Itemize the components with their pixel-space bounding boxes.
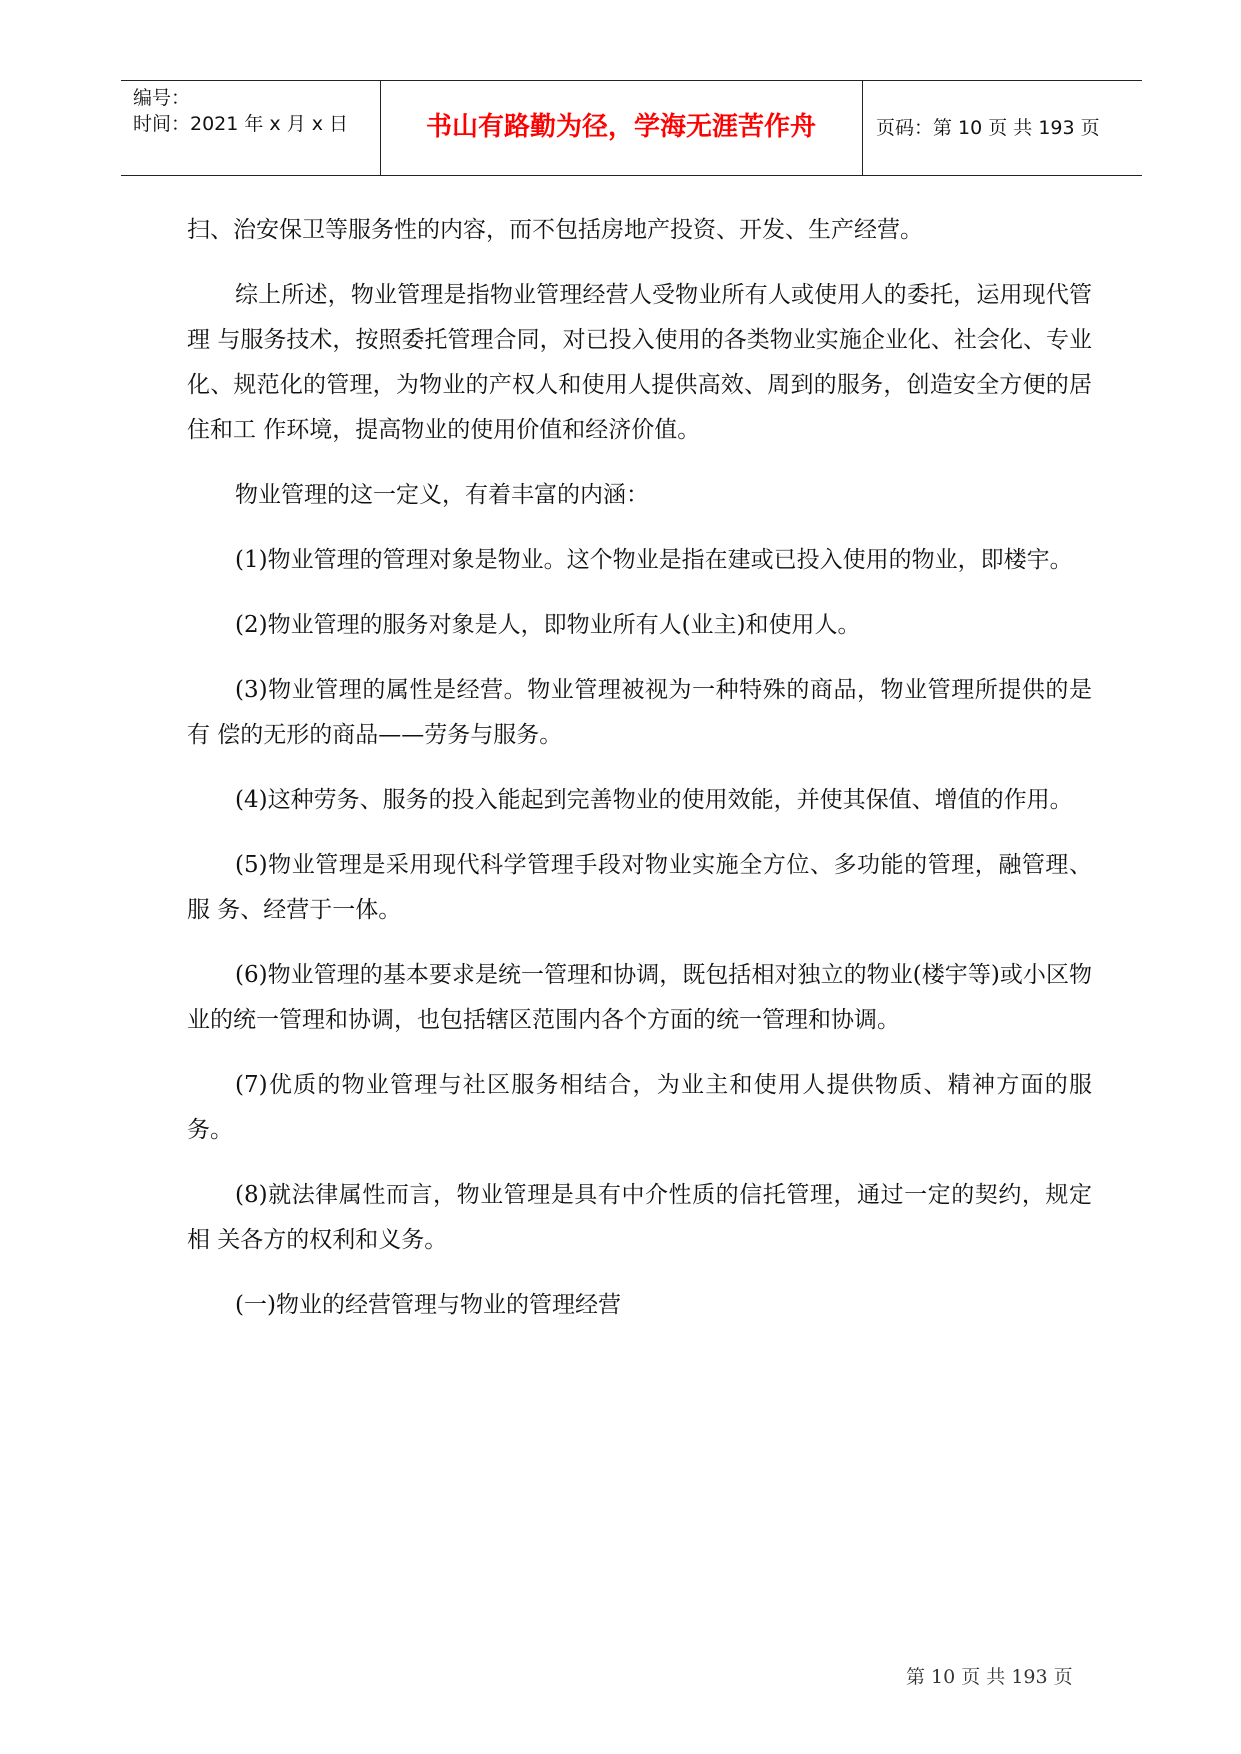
body-paragraph: (8)就法律属性而言，物业管理是具有中介性质的信托管理，通过一定的契约，规定相 关各方的权利和义务。 — [187, 1182, 1092, 1253]
body-paragraph: (5)物业管理是采用现代科学管理手段对物业实施全方位、多功能的管理，融管理、服 务、经营于一体。 — [187, 852, 1092, 923]
body-paragraph: (2)物业管理的服务对象是人，即物业所有人(业主)和使用人。 — [235, 612, 861, 638]
header-motto: 书山有路勤为径，学海无涯苦作舟 — [425, 112, 816, 142]
page-header — [121, 80, 1142, 176]
page-footer: 第 10 页 共 193 页 — [906, 1666, 1073, 1688]
header-divider — [862, 81, 863, 175]
body-paragraph: (7)优质的物业管理与社区服务相结合，为业主和使用人提供物质、精神方面的服务。 — [187, 1072, 1092, 1143]
document-body — [187, 208, 1092, 1348]
document-time-label: 时间：2021 年 x 月 x 日 — [133, 113, 349, 135]
body-paragraph: (6)物业管理的基本要求是统一管理和协调，既包括相对独立的物业(楼宇等)或小区物 业的统一管理和协调，也包括辖区范围内各个方面的统一管理和协调。 — [187, 962, 1092, 1033]
header-meta — [133, 85, 378, 137]
header-page-number: 页码：第 10 页 共 193 页 — [876, 117, 1100, 139]
document-number-label: 编号： — [133, 87, 191, 109]
body-paragraph: (1)物业管理的管理对象是物业。这个物业是指在建或已投入使用的物业，即楼宇。 — [235, 547, 1073, 573]
body-paragraph: (4)这种劳务、服务的投入能起到完善物业的使用效能，并使其保值、增值的作用。 — [235, 787, 1073, 813]
body-paragraph: 扫、治安保卫等服务性的内容，而不包括房地产投资、开发、生产经营。 — [187, 217, 923, 243]
section-heading: (一)物业的经营管理与物业的管理经营 — [235, 1292, 621, 1318]
body-paragraph: (3)物业管理的属性是经营。物业管理被视为一种特殊的商品，物业管理所提供的是有 偿的无形的商品——劳务与服务。 — [187, 677, 1092, 748]
body-paragraph: 物业管理的这一定义，有着丰富的内涵： — [235, 482, 649, 508]
body-paragraph: 综上所述，物业管理是指物业管理经营人受物业所有人或使用人的委托，运用现代管理 与服务技术，按照委托管理合同，对已投入使用的各类物业实施企业化、社会化、专业化、规范化的管理，为物业的产权人和使用人提供高效、周到的服务，创造安全方便的居住和工 作环境，提高物业的使用价值和经济价值。 — [187, 282, 1092, 443]
